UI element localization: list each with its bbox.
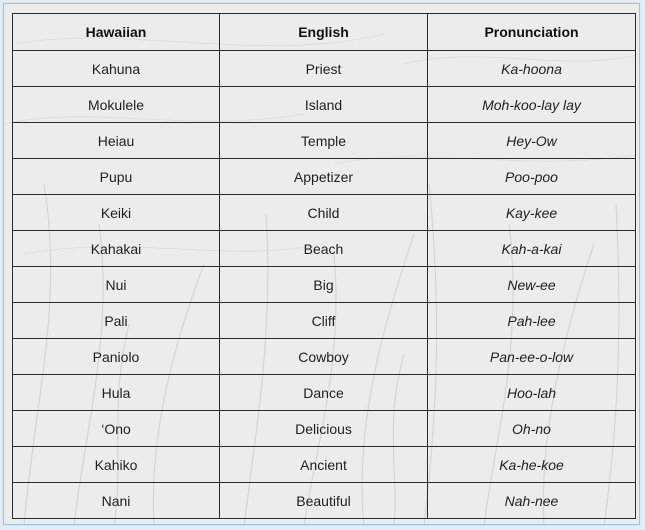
cell-english: Delicious <box>220 411 428 447</box>
cell-pronunciation: Poo-poo <box>428 159 636 195</box>
header-row <box>13 14 636 51</box>
cell-english: Ancient <box>220 447 428 483</box>
cell-pronunciation: Pan-ee-o-low <box>428 339 636 375</box>
cell-english: Temple <box>220 123 428 159</box>
cell-pronunciation: Ka-hoona <box>428 51 636 87</box>
header-english: English <box>220 14 428 51</box>
table-row <box>13 123 636 159</box>
table-row <box>13 483 636 519</box>
table-row <box>13 159 636 195</box>
cell-pronunciation: Nah-nee <box>428 483 636 519</box>
cell-english: Dance <box>220 375 428 411</box>
cell-hawaiian: Heiau <box>13 123 220 159</box>
table-row <box>13 447 636 483</box>
cell-pronunciation: Ka-he-koe <box>428 447 636 483</box>
cell-english: Beautiful <box>220 483 428 519</box>
cell-pronunciation: New-ee <box>428 267 636 303</box>
table-frame <box>3 3 640 525</box>
cell-hawaiian: Kahiko <box>13 447 220 483</box>
cell-pronunciation: Oh-no <box>428 411 636 447</box>
cell-pronunciation: Moh-koo-lay lay <box>428 87 636 123</box>
header-pronunciation: Pronunciation <box>428 14 636 51</box>
cell-hawaiian: Mokulele <box>13 87 220 123</box>
cell-pronunciation: Hoo-lah <box>428 375 636 411</box>
cell-hawaiian: Nui <box>13 267 220 303</box>
cell-hawaiian: Pali <box>13 303 220 339</box>
cell-pronunciation: Pah-lee <box>428 303 636 339</box>
cell-hawaiian: Kahakai <box>13 231 220 267</box>
table-row <box>13 267 636 303</box>
table-row <box>13 87 636 123</box>
cell-pronunciation: Kah-a-kai <box>428 231 636 267</box>
cell-hawaiian: Paniolo <box>13 339 220 375</box>
cell-english: Beach <box>220 231 428 267</box>
cell-hawaiian: Pupu <box>13 159 220 195</box>
cell-english: Big <box>220 267 428 303</box>
cell-pronunciation: Hey-Ow <box>428 123 636 159</box>
table-row <box>13 303 636 339</box>
table-row <box>13 231 636 267</box>
cell-pronunciation: Kay-kee <box>428 195 636 231</box>
table-row <box>13 411 636 447</box>
cell-english: Appetizer <box>220 159 428 195</box>
table-row <box>13 375 636 411</box>
cell-hawaiian: Kahuna <box>13 51 220 87</box>
cell-hawaiian: Hula <box>13 375 220 411</box>
cell-english: Island <box>220 87 428 123</box>
cell-english: Priest <box>220 51 428 87</box>
table-row <box>13 195 636 231</box>
header-hawaiian: Hawaiian <box>13 14 220 51</box>
cell-hawaiian: ‘Ono <box>13 411 220 447</box>
vocabulary-table <box>12 13 636 519</box>
cell-hawaiian: Keiki <box>13 195 220 231</box>
cell-english: Cliff <box>220 303 428 339</box>
cell-hawaiian: Nani <box>13 483 220 519</box>
cell-english: Cowboy <box>220 339 428 375</box>
table-row <box>13 51 636 87</box>
cell-english: Child <box>220 195 428 231</box>
table-row <box>13 339 636 375</box>
